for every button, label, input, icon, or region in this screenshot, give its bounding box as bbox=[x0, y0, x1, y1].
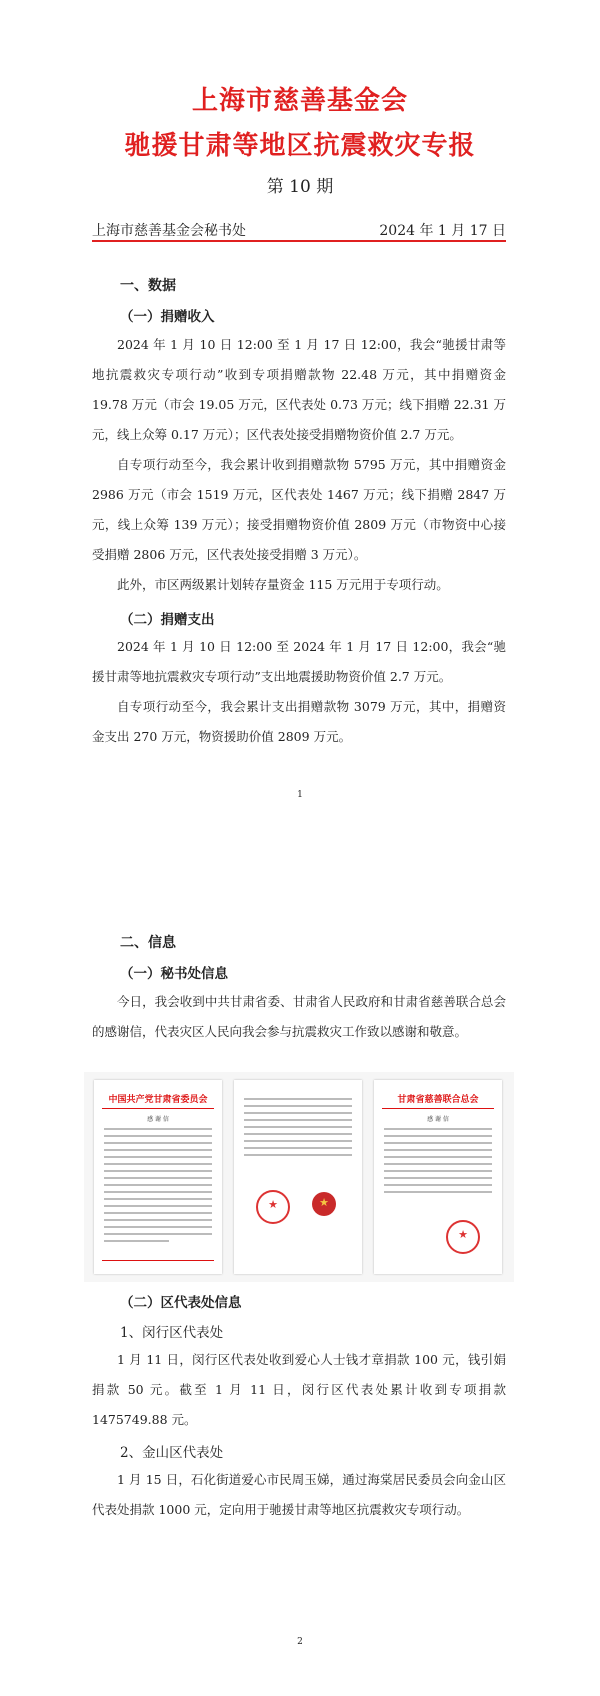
thank-you-letters-image bbox=[84, 1072, 514, 1282]
letter-provincial-government bbox=[234, 1080, 362, 1274]
subheading-secretariat-info: （一）秘书处信息 bbox=[120, 966, 228, 982]
page-number-2: 2 bbox=[297, 1637, 303, 1647]
letter-left-header: 中国共产党甘肃省委员会 bbox=[108, 1095, 208, 1105]
office-name: 上海市慈善基金会秘书处 bbox=[92, 223, 246, 239]
header-info-row bbox=[92, 220, 506, 240]
red-seal-icon bbox=[446, 1220, 480, 1254]
letter-charity-federation bbox=[374, 1080, 502, 1274]
minhang-office-heading: 1、闵行区代表处 bbox=[120, 1325, 224, 1341]
section-heading-info: 二、信息 bbox=[120, 935, 176, 951]
red-divider bbox=[92, 240, 506, 242]
page-number-1: 1 bbox=[297, 790, 303, 800]
paragraph-jinshan-donations: 1 月 15 日，石化街道爱心市民周玉娣，通过海棠居民委员会向金山区代表处捐款 1000 元，定向用于驰援甘肃等地区抗震救灾专项行动。 bbox=[92, 1472, 506, 1517]
paragraph-income-total: 自专项行动至今，我会累计收到捐赠款物 5795 万元，其中捐赠资金 2986 万元（市会 1519 万元，区代表处 1467 万元；线下捐赠 2847 万元，线上众筹 139 万元）；接受捐赠物资价值 2809 万元（市物资中心接受捐赠 2806 万元，区代表处接受捐赠 3 万元）。 bbox=[92, 457, 506, 562]
letter-right-header: 甘肃省慈善联合总会 bbox=[397, 1095, 479, 1105]
jinshan-office-heading: 2、金山区代表处 bbox=[120, 1445, 224, 1461]
letter-provincial-committee bbox=[94, 1080, 222, 1274]
section-heading-data: 一、数据 bbox=[120, 278, 176, 294]
paragraph-expense-total: 自专项行动至今，我会累计支出捐赠款物 3079 万元，其中，捐赠资金支出 270 万元，物资援助价值 2809 万元。 bbox=[92, 699, 506, 744]
paragraph-transfer-funds: 此外，市区两级累计划转存量资金 115 万元用于专项行动。 bbox=[117, 577, 449, 592]
national-emblem-icon bbox=[312, 1192, 336, 1216]
letter-right-subtitle: 感 谢 信 bbox=[427, 1116, 449, 1123]
paragraph-thank-you-letters: 今日，我会收到中共甘肃省委、甘肃省人民政府和甘肃省慈善联合总会的感谢信，代表灾区人民向我会参与抗震救灾工作致以感谢和敬意。 bbox=[92, 994, 506, 1039]
title-line-2: 驰援甘肃等地区抗震救灾专报 bbox=[124, 131, 476, 161]
paragraph-minhang-donations: 1 月 11 日，闵行区代表处收到爱心人士钱才章捐款 100 元，钱引娟捐款 50 元。截至 1 月 11 日，闵行区代表处累计收到专项捐款 1475749.88 元。 bbox=[92, 1352, 506, 1427]
subheading-donation-income: （一）捐赠收入 bbox=[120, 309, 215, 325]
red-seal-icon bbox=[256, 1190, 290, 1224]
title-line-1: 上海市慈善基金会 bbox=[191, 86, 408, 116]
subheading-donation-expense: （二）捐赠支出 bbox=[120, 612, 215, 628]
issue-date: 2024 年 1 月 17 日 bbox=[379, 223, 506, 239]
paragraph-expense-week: 2024 年 1 月 10 日 12:00 至 2024 年 1 月 17 日 12:00，我会“驰援甘肃等地抗震救灾专项行动”支出地震援助物资价值 2.7 万元。 bbox=[92, 639, 506, 684]
letter-left-subtitle: 感 谢 信 bbox=[147, 1116, 169, 1123]
subheading-district-offices: （二）区代表处信息 bbox=[120, 1295, 242, 1311]
issue-number: 第 10 期 bbox=[266, 177, 334, 197]
paragraph-income-week: 2024 年 1 月 10 日 12:00 至 1 月 17 日 12:00，我会“驰援甘肃等地抗震救灾专项行动”收到专项捐赠款物 22.48 万元，其中捐赠资金 19.78 万元（市会 19.05 万元，区代表处 0.73 万元；线下捐赠 22.31 万元，线上众筹 0.17 万元）；区代表处接受捐赠物资价值 2.7 万元。 bbox=[92, 337, 506, 442]
